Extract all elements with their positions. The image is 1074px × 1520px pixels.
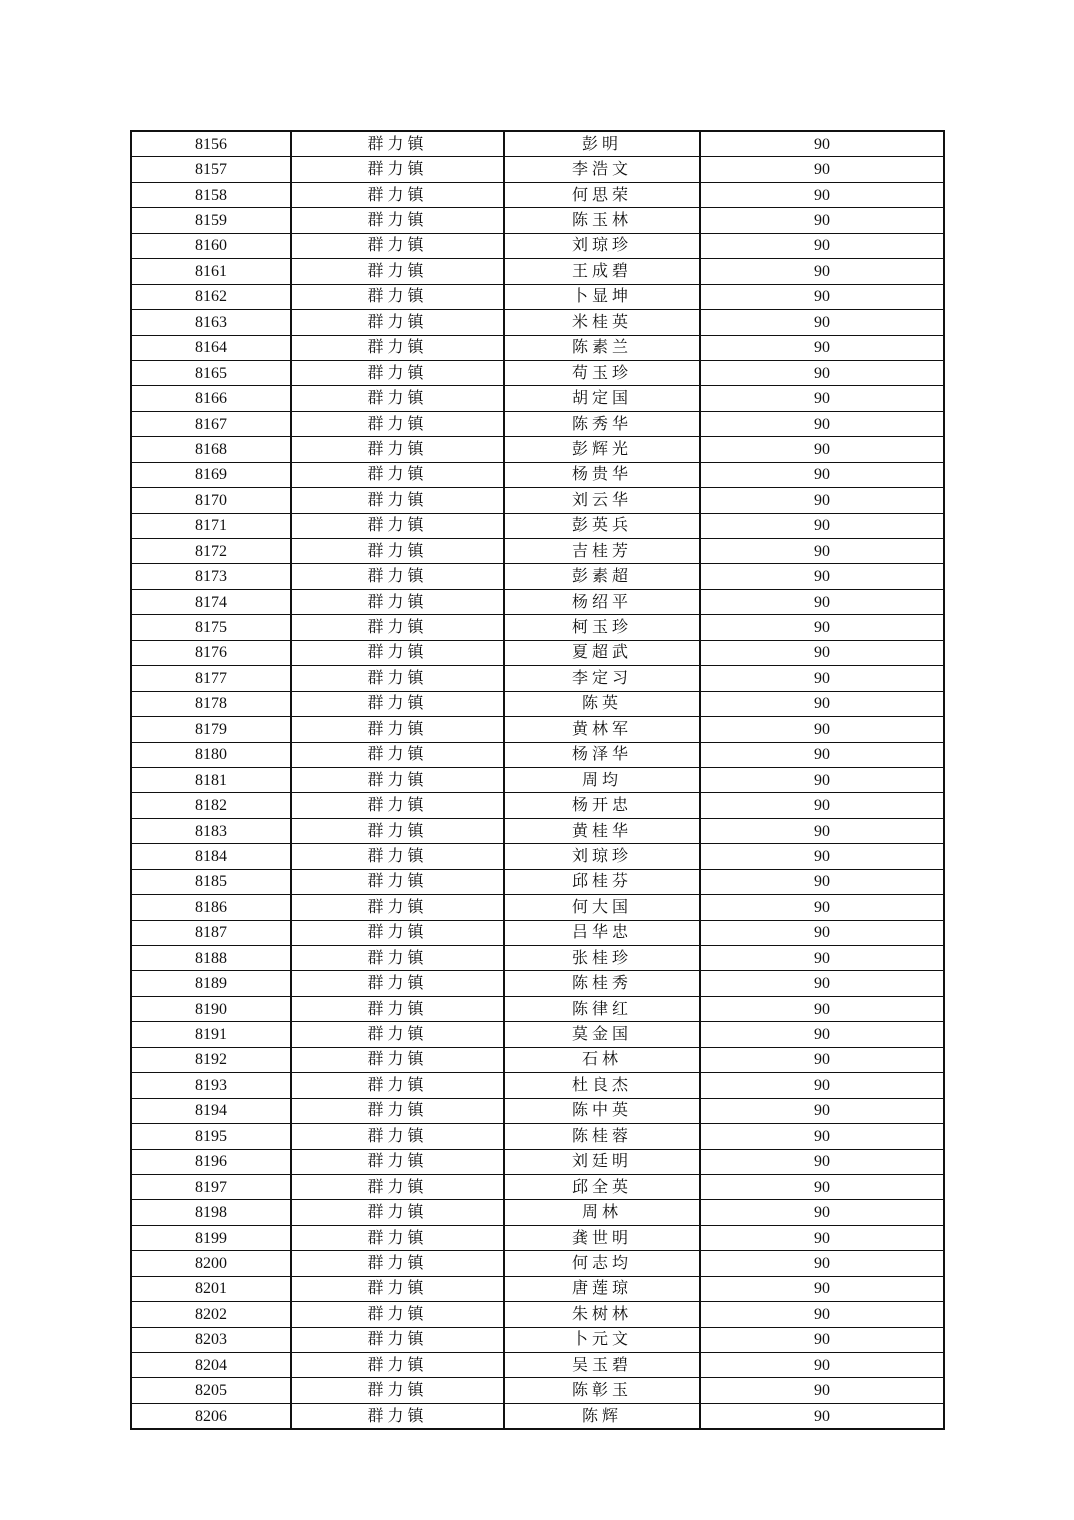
- person-name-cell: 李定习: [504, 666, 700, 691]
- amount-cell: 90: [700, 1403, 944, 1429]
- town-cell: 群力镇: [291, 946, 504, 971]
- row-number-cell: 8165: [131, 360, 291, 385]
- town-cell: 群力镇: [291, 386, 504, 411]
- person-name-cell: 杨开忠: [504, 793, 700, 818]
- row-number-cell: 8167: [131, 411, 291, 436]
- row-number-cell: 8203: [131, 1327, 291, 1352]
- amount-cell: 90: [700, 1098, 944, 1123]
- row-number-cell: 8199: [131, 1225, 291, 1250]
- person-name-cell: 彭英兵: [504, 513, 700, 538]
- amount-cell: 90: [700, 589, 944, 614]
- town-cell: 群力镇: [291, 640, 504, 665]
- amount-cell: 90: [700, 233, 944, 258]
- amount-cell: 90: [700, 131, 944, 157]
- table-row: [131, 971, 944, 996]
- person-name-cell: 卜元文: [504, 1327, 700, 1352]
- row-number-cell: 8186: [131, 895, 291, 920]
- row-number-cell: 8164: [131, 335, 291, 360]
- table-row: [131, 1022, 944, 1047]
- row-number-cell: 8185: [131, 869, 291, 894]
- amount-cell: 90: [700, 895, 944, 920]
- person-name-cell: 彭明: [504, 131, 700, 157]
- table-row: [131, 691, 944, 716]
- roster-table: [130, 130, 945, 1430]
- amount-cell: 90: [700, 335, 944, 360]
- table-row: [131, 1174, 944, 1199]
- town-cell: 群力镇: [291, 717, 504, 742]
- table-row: [131, 1327, 944, 1352]
- table-row: [131, 640, 944, 665]
- person-name-cell: 卜显坤: [504, 284, 700, 309]
- table-row: [131, 157, 944, 182]
- table-row: [131, 818, 944, 843]
- row-number-cell: 8205: [131, 1378, 291, 1403]
- amount-cell: 90: [700, 310, 944, 335]
- person-name-cell: 杨泽华: [504, 742, 700, 767]
- row-number-cell: 8170: [131, 488, 291, 513]
- table-row: [131, 284, 944, 309]
- amount-cell: 90: [700, 513, 944, 538]
- table-row: [131, 1378, 944, 1403]
- table-row: [131, 411, 944, 436]
- person-name-cell: 邱桂芬: [504, 869, 700, 894]
- table-row: [131, 767, 944, 792]
- row-number-cell: 8192: [131, 1047, 291, 1072]
- amount-cell: 90: [700, 1302, 944, 1327]
- town-cell: 群力镇: [291, 1200, 504, 1225]
- town-cell: 群力镇: [291, 157, 504, 182]
- table-row: [131, 259, 944, 284]
- town-cell: 群力镇: [291, 1403, 504, 1429]
- table-row: [131, 1353, 944, 1378]
- town-cell: 群力镇: [291, 895, 504, 920]
- table-row: [131, 869, 944, 894]
- person-name-cell: 米桂英: [504, 310, 700, 335]
- person-name-cell: 陈中英: [504, 1098, 700, 1123]
- town-cell: 群力镇: [291, 1327, 504, 1352]
- town-cell: 群力镇: [291, 131, 504, 157]
- amount-cell: 90: [700, 386, 944, 411]
- person-name-cell: 杜良杰: [504, 1073, 700, 1098]
- town-cell: 群力镇: [291, 335, 504, 360]
- amount-cell: 90: [700, 1327, 944, 1352]
- amount-cell: 90: [700, 360, 944, 385]
- table-row: [131, 1124, 944, 1149]
- town-cell: 群力镇: [291, 539, 504, 564]
- table-row: [131, 310, 944, 335]
- row-number-cell: 8162: [131, 284, 291, 309]
- table-row: [131, 1073, 944, 1098]
- town-cell: 群力镇: [291, 666, 504, 691]
- row-number-cell: 8201: [131, 1276, 291, 1301]
- town-cell: 群力镇: [291, 360, 504, 385]
- town-cell: 群力镇: [291, 1098, 504, 1123]
- town-cell: 群力镇: [291, 793, 504, 818]
- table-row: [131, 1302, 944, 1327]
- table-row: [131, 233, 944, 258]
- person-name-cell: 吉桂芳: [504, 539, 700, 564]
- row-number-cell: 8182: [131, 793, 291, 818]
- town-cell: 群力镇: [291, 462, 504, 487]
- roster-table-body: [131, 131, 944, 1429]
- person-name-cell: 夏超武: [504, 640, 700, 665]
- row-number-cell: 8160: [131, 233, 291, 258]
- person-name-cell: 彭辉光: [504, 437, 700, 462]
- row-number-cell: 8181: [131, 767, 291, 792]
- row-number-cell: 8159: [131, 208, 291, 233]
- row-number-cell: 8204: [131, 1353, 291, 1378]
- table-row: [131, 513, 944, 538]
- town-cell: 群力镇: [291, 1251, 504, 1276]
- amount-cell: 90: [700, 1174, 944, 1199]
- person-name-cell: 何思荣: [504, 182, 700, 207]
- person-name-cell: 陈秀华: [504, 411, 700, 436]
- town-cell: 群力镇: [291, 208, 504, 233]
- amount-cell: 90: [700, 971, 944, 996]
- town-cell: 群力镇: [291, 767, 504, 792]
- table-row: [131, 742, 944, 767]
- town-cell: 群力镇: [291, 1378, 504, 1403]
- town-cell: 群力镇: [291, 488, 504, 513]
- town-cell: 群力镇: [291, 691, 504, 716]
- town-cell: 群力镇: [291, 1276, 504, 1301]
- person-name-cell: 吕华忠: [504, 920, 700, 945]
- amount-cell: 90: [700, 208, 944, 233]
- town-cell: 群力镇: [291, 437, 504, 462]
- person-name-cell: 吴玉碧: [504, 1353, 700, 1378]
- table-row: [131, 335, 944, 360]
- amount-cell: 90: [700, 818, 944, 843]
- table-row: [131, 131, 944, 157]
- amount-cell: 90: [700, 1225, 944, 1250]
- row-number-cell: 8163: [131, 310, 291, 335]
- amount-cell: 90: [700, 869, 944, 894]
- town-cell: 群力镇: [291, 615, 504, 640]
- table-row: [131, 182, 944, 207]
- town-cell: 群力镇: [291, 844, 504, 869]
- amount-cell: 90: [700, 564, 944, 589]
- row-number-cell: 8169: [131, 462, 291, 487]
- person-name-cell: 陈英: [504, 691, 700, 716]
- town-cell: 群力镇: [291, 742, 504, 767]
- table-row: [131, 666, 944, 691]
- town-cell: 群力镇: [291, 182, 504, 207]
- town-cell: 群力镇: [291, 818, 504, 843]
- table-row: [131, 1098, 944, 1123]
- person-name-cell: 陈玉林: [504, 208, 700, 233]
- table-row: [131, 793, 944, 818]
- person-name-cell: 陈素兰: [504, 335, 700, 360]
- person-name-cell: 陈辉: [504, 1403, 700, 1429]
- amount-cell: 90: [700, 615, 944, 640]
- table-row: [131, 1251, 944, 1276]
- table-row: [131, 564, 944, 589]
- row-number-cell: 8178: [131, 691, 291, 716]
- row-number-cell: 8184: [131, 844, 291, 869]
- row-number-cell: 8196: [131, 1149, 291, 1174]
- table-row: [131, 844, 944, 869]
- table-row: [131, 1403, 944, 1429]
- amount-cell: 90: [700, 717, 944, 742]
- table-row: [131, 920, 944, 945]
- table-row: [131, 386, 944, 411]
- person-name-cell: 彭素超: [504, 564, 700, 589]
- person-name-cell: 苟玉珍: [504, 360, 700, 385]
- row-number-cell: 8180: [131, 742, 291, 767]
- row-number-cell: 8189: [131, 971, 291, 996]
- person-name-cell: 陈彰玉: [504, 1378, 700, 1403]
- row-number-cell: 8174: [131, 589, 291, 614]
- amount-cell: 90: [700, 539, 944, 564]
- person-name-cell: 陈桂蓉: [504, 1124, 700, 1149]
- row-number-cell: 8172: [131, 539, 291, 564]
- person-name-cell: 唐莲琼: [504, 1276, 700, 1301]
- table-row: [131, 717, 944, 742]
- table-row: [131, 1225, 944, 1250]
- table-row: [131, 895, 944, 920]
- amount-cell: 90: [700, 259, 944, 284]
- amount-cell: 90: [700, 462, 944, 487]
- person-name-cell: 李浩文: [504, 157, 700, 182]
- town-cell: 群力镇: [291, 589, 504, 614]
- row-number-cell: 8190: [131, 996, 291, 1021]
- amount-cell: 90: [700, 1251, 944, 1276]
- row-number-cell: 8173: [131, 564, 291, 589]
- amount-cell: 90: [700, 1073, 944, 1098]
- town-cell: 群力镇: [291, 996, 504, 1021]
- row-number-cell: 8156: [131, 131, 291, 157]
- person-name-cell: 朱树林: [504, 1302, 700, 1327]
- person-name-cell: 杨贵华: [504, 462, 700, 487]
- town-cell: 群力镇: [291, 1047, 504, 1072]
- amount-cell: 90: [700, 946, 944, 971]
- person-name-cell: 陈桂秀: [504, 971, 700, 996]
- amount-cell: 90: [700, 411, 944, 436]
- town-cell: 群力镇: [291, 1302, 504, 1327]
- row-number-cell: 8183: [131, 818, 291, 843]
- row-number-cell: 8195: [131, 1124, 291, 1149]
- amount-cell: 90: [700, 742, 944, 767]
- amount-cell: 90: [700, 1047, 944, 1072]
- table-row: [131, 539, 944, 564]
- amount-cell: 90: [700, 996, 944, 1021]
- table-row: [131, 437, 944, 462]
- town-cell: 群力镇: [291, 1149, 504, 1174]
- row-number-cell: 8191: [131, 1022, 291, 1047]
- row-number-cell: 8177: [131, 666, 291, 691]
- town-cell: 群力镇: [291, 869, 504, 894]
- amount-cell: 90: [700, 488, 944, 513]
- person-name-cell: 周林: [504, 1200, 700, 1225]
- amount-cell: 90: [700, 691, 944, 716]
- row-number-cell: 8168: [131, 437, 291, 462]
- row-number-cell: 8202: [131, 1302, 291, 1327]
- row-number-cell: 8157: [131, 157, 291, 182]
- table-row: [131, 996, 944, 1021]
- person-name-cell: 何大国: [504, 895, 700, 920]
- town-cell: 群力镇: [291, 284, 504, 309]
- town-cell: 群力镇: [291, 920, 504, 945]
- town-cell: 群力镇: [291, 310, 504, 335]
- row-number-cell: 8200: [131, 1251, 291, 1276]
- table-row: [131, 462, 944, 487]
- person-name-cell: 胡定国: [504, 386, 700, 411]
- amount-cell: 90: [700, 767, 944, 792]
- town-cell: 群力镇: [291, 411, 504, 436]
- person-name-cell: 邱全英: [504, 1174, 700, 1199]
- amount-cell: 90: [700, 793, 944, 818]
- person-name-cell: 刘云华: [504, 488, 700, 513]
- amount-cell: 90: [700, 666, 944, 691]
- row-number-cell: 8187: [131, 920, 291, 945]
- table-row: [131, 488, 944, 513]
- person-name-cell: 刘琼珍: [504, 844, 700, 869]
- amount-cell: 90: [700, 1022, 944, 1047]
- table-row: [131, 1149, 944, 1174]
- town-cell: 群力镇: [291, 1022, 504, 1047]
- amount-cell: 90: [700, 182, 944, 207]
- table-row: [131, 946, 944, 971]
- person-name-cell: 刘廷明: [504, 1149, 700, 1174]
- row-number-cell: 8158: [131, 182, 291, 207]
- row-number-cell: 8188: [131, 946, 291, 971]
- town-cell: 群力镇: [291, 1073, 504, 1098]
- person-name-cell: 黄林军: [504, 717, 700, 742]
- row-number-cell: 8193: [131, 1073, 291, 1098]
- person-name-cell: 张桂珍: [504, 946, 700, 971]
- amount-cell: 90: [700, 284, 944, 309]
- amount-cell: 90: [700, 1124, 944, 1149]
- person-name-cell: 陈律红: [504, 996, 700, 1021]
- row-number-cell: 8198: [131, 1200, 291, 1225]
- table-row: [131, 615, 944, 640]
- town-cell: 群力镇: [291, 233, 504, 258]
- row-number-cell: 8175: [131, 615, 291, 640]
- table-row: [131, 589, 944, 614]
- table-row: [131, 1200, 944, 1225]
- row-number-cell: 8166: [131, 386, 291, 411]
- row-number-cell: 8179: [131, 717, 291, 742]
- person-name-cell: 刘琼珍: [504, 233, 700, 258]
- person-name-cell: 杨绍平: [504, 589, 700, 614]
- table-row: [131, 1276, 944, 1301]
- town-cell: 群力镇: [291, 1124, 504, 1149]
- person-name-cell: 王成碧: [504, 259, 700, 284]
- amount-cell: 90: [700, 1276, 944, 1301]
- person-name-cell: 黄桂华: [504, 818, 700, 843]
- table-row: [131, 208, 944, 233]
- person-name-cell: 周均: [504, 767, 700, 792]
- person-name-cell: 何志均: [504, 1251, 700, 1276]
- row-number-cell: 8206: [131, 1403, 291, 1429]
- amount-cell: 90: [700, 157, 944, 182]
- row-number-cell: 8176: [131, 640, 291, 665]
- town-cell: 群力镇: [291, 513, 504, 538]
- amount-cell: 90: [700, 844, 944, 869]
- person-name-cell: 柯玉珍: [504, 615, 700, 640]
- town-cell: 群力镇: [291, 1174, 504, 1199]
- town-cell: 群力镇: [291, 1353, 504, 1378]
- row-number-cell: 8197: [131, 1174, 291, 1199]
- town-cell: 群力镇: [291, 1225, 504, 1250]
- amount-cell: 90: [700, 1378, 944, 1403]
- town-cell: 群力镇: [291, 259, 504, 284]
- amount-cell: 90: [700, 437, 944, 462]
- amount-cell: 90: [700, 920, 944, 945]
- row-number-cell: 8194: [131, 1098, 291, 1123]
- row-number-cell: 8161: [131, 259, 291, 284]
- person-name-cell: 莫金国: [504, 1022, 700, 1047]
- person-name-cell: 龚世明: [504, 1225, 700, 1250]
- table-row: [131, 1047, 944, 1072]
- amount-cell: 90: [700, 1149, 944, 1174]
- row-number-cell: 8171: [131, 513, 291, 538]
- amount-cell: 90: [700, 1353, 944, 1378]
- town-cell: 群力镇: [291, 971, 504, 996]
- person-name-cell: 石林: [504, 1047, 700, 1072]
- table-row: [131, 360, 944, 385]
- amount-cell: 90: [700, 1200, 944, 1225]
- amount-cell: 90: [700, 640, 944, 665]
- town-cell: 群力镇: [291, 564, 504, 589]
